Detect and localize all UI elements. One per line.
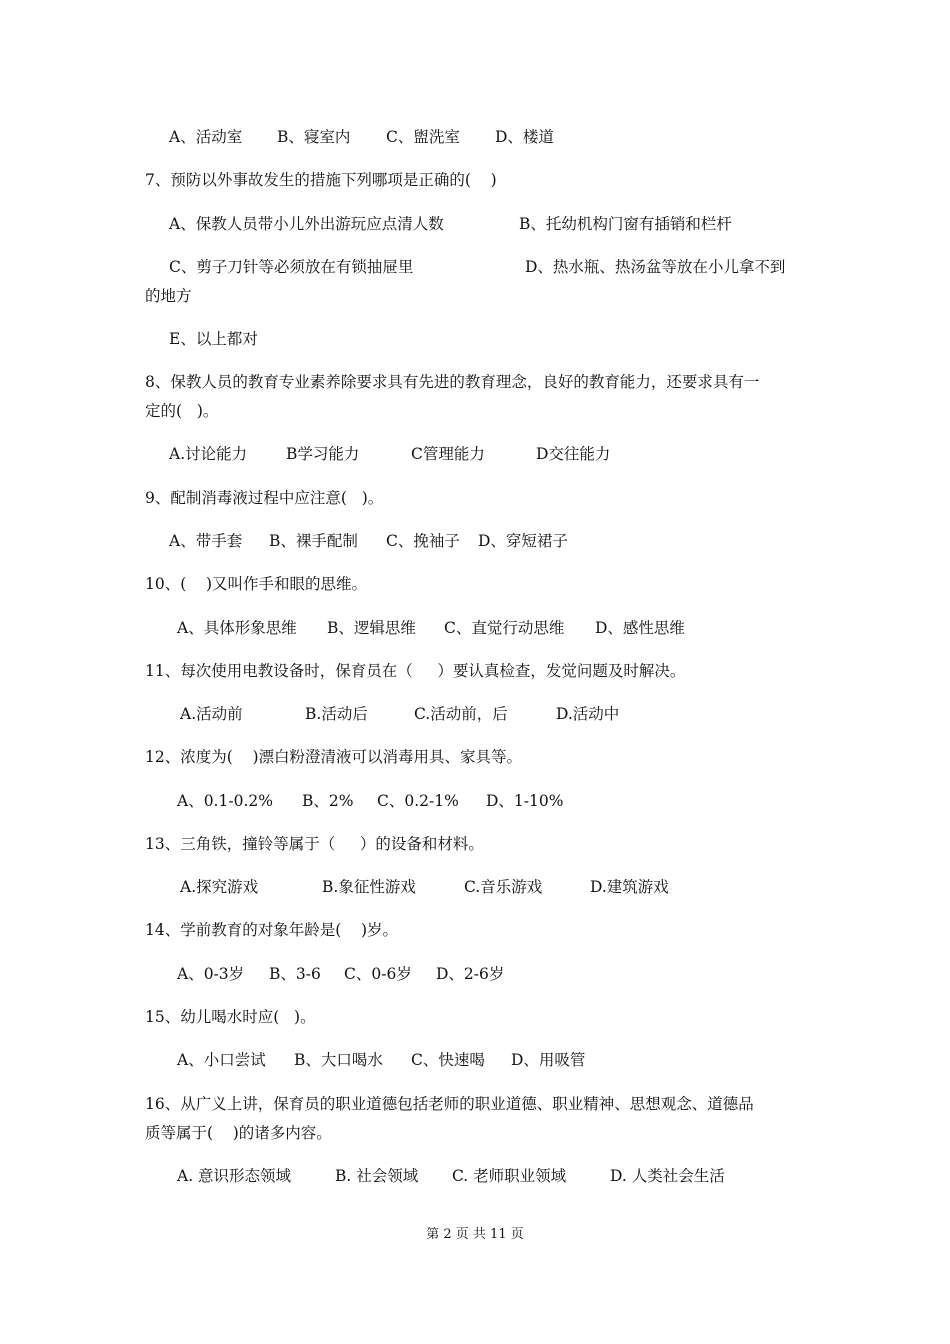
q10-option-a: A、具体形象思维 <box>177 619 297 637</box>
q8-stem-line-2: 定的( )。 <box>145 402 219 420</box>
q7-option-a: A、保教人员带小儿外出游玩应点清人数 <box>169 215 444 233</box>
q15-stem: 15、幼儿喝水时应( )。 <box>145 1008 316 1026</box>
q12-option-a: A、0.1-0.2% <box>177 792 273 810</box>
q8-option-a: A.讨论能力 <box>169 445 248 463</box>
q14-option-b: B、3-6 <box>269 965 321 983</box>
q14-option-c: C、0-6岁 <box>344 965 412 983</box>
q16-option-c: C. 老师职业领域 <box>452 1167 567 1185</box>
q16-stem-line-1: 16、从广义上讲，保育员的职业道德包括老师的职业道德、职业精神、思想观念、道德品 <box>145 1095 754 1113</box>
q7-option-d: D、热水瓶、热汤盆等放在小儿拿不到 <box>525 258 786 276</box>
q9-stem: 9、配制消毒液过程中应注意( )。 <box>145 489 384 507</box>
q11-stem: 11、每次使用电教设备时，保育员在（ ）要认真检查，发觉问题及时解决。 <box>145 662 686 680</box>
q6-option-d: D、楼道 <box>495 128 554 146</box>
q13-option-b: B.象征性游戏 <box>322 878 416 896</box>
q15-option-c: C、快速喝 <box>411 1051 485 1069</box>
q13-option-c: C.音乐游戏 <box>464 878 543 896</box>
q10-option-b: B、逻辑思维 <box>327 619 416 637</box>
q7-stem: 7、预防以外事故发生的措施下列哪项是正确的( ) <box>145 171 497 189</box>
q10-stem: 10、( )又叫作手和眼的思维。 <box>145 575 368 593</box>
q8-stem-line-1: 8、保教人员的教育专业素养除要求具有先进的教育理念，良好的教育能力，还要求具有一 <box>145 373 760 391</box>
q11-option-a: A.活动前 <box>180 705 243 723</box>
q8-option-b: B学习能力 <box>286 445 360 463</box>
q6-option-b: B、寝室内 <box>277 128 351 146</box>
q13-option-a: A.探究游戏 <box>180 878 259 896</box>
q11-option-c: C.活动前，后 <box>414 705 508 723</box>
q16-option-b: B. 社会领域 <box>335 1167 419 1185</box>
q14-option-d: D、2-6岁 <box>436 965 505 983</box>
q9-option-d: D、穿短裙子 <box>478 532 568 550</box>
q6-option-c: C、盥洗室 <box>386 128 460 146</box>
q12-option-d: D、1-10% <box>486 792 564 810</box>
q11-option-b: B.活动后 <box>305 705 368 723</box>
q7-option-d-continued: 的地方 <box>145 287 192 305</box>
q7-option-c: C、剪子刀针等必须放在有锁抽屉里 <box>169 258 414 276</box>
q15-option-b: B、大口喝水 <box>294 1051 383 1069</box>
q11-option-d: D.活动中 <box>556 705 620 723</box>
q10-option-d: D、感性思维 <box>595 619 685 637</box>
q16-option-d: D. 人类社会生活 <box>610 1167 725 1185</box>
q14-stem: 14、学前教育的对象年龄是( )岁。 <box>145 921 399 939</box>
q9-option-c: C、挽袖子 <box>386 532 460 550</box>
q12-option-b: B、2% <box>302 792 354 810</box>
q14-option-a: A、0-3岁 <box>177 965 245 983</box>
q8-option-c: C管理能力 <box>411 445 485 463</box>
q15-option-d: D、用吸管 <box>511 1051 586 1069</box>
q16-stem-line-2: 质等属于( )的诸多内容。 <box>145 1124 332 1142</box>
q10-option-c: C、直觉行动思维 <box>444 619 565 637</box>
q8-option-d: D交往能力 <box>536 445 611 463</box>
q16-option-a: A. 意识形态领域 <box>177 1167 292 1185</box>
q15-option-a: A、小口尝试 <box>177 1051 266 1069</box>
q13-stem: 13、三角铁，撞铃等属于（ ）的设备和材料。 <box>145 835 484 853</box>
q12-stem: 12、浓度为( )漂白粉澄清液可以消毒用具、家具等。 <box>145 748 523 766</box>
q6-option-a: A、活动室 <box>169 128 243 146</box>
q9-option-a: A、带手套 <box>169 532 243 550</box>
q12-option-c: C、0.2-1% <box>377 792 459 810</box>
q9-option-b: B、裸手配制 <box>269 532 358 550</box>
q7-option-b: B、托幼机构门窗有插销和栏杆 <box>519 215 732 233</box>
page-number-footer: 第 2 页 共 11 页 <box>426 1227 524 1242</box>
q7-option-e: E、以上都对 <box>169 330 258 348</box>
q13-option-d: D.建筑游戏 <box>590 878 669 896</box>
